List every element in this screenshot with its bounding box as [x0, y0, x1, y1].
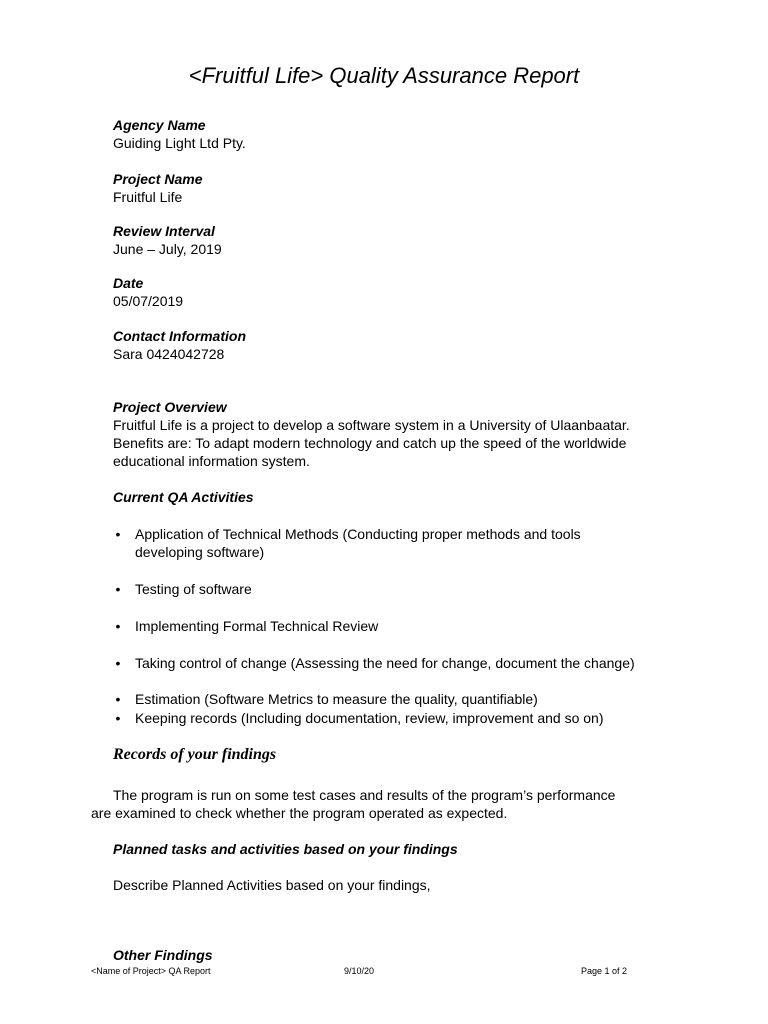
qa-activities-label: Current QA Activities	[113, 489, 254, 505]
list-item-line: Implementing Formal Technical Review	[135, 618, 379, 634]
list-item-line: Taking control of change (Assessing the need for change, document the change)	[135, 655, 635, 671]
bullet-icon: •	[115, 655, 121, 671]
records-heading: Records of your findings	[113, 746, 277, 763]
date-value: 05/07/2019	[113, 293, 184, 309]
bullet-icon: •	[115, 691, 121, 707]
page-title: <Fruitful Life> Quality Assurance Report	[188, 63, 580, 88]
records-line: are examined to check whether the program operated as expected.	[91, 805, 508, 821]
footer-project-report: <Name of Project> QA Report	[91, 966, 211, 976]
date-label: Date	[113, 275, 144, 291]
overview-line: educational information system.	[113, 453, 310, 469]
planned-tasks-label: Planned tasks and activities based on your findings	[113, 841, 458, 857]
list-item-text	[135, 580, 695, 598]
review-interval-label: Review Interval	[113, 223, 215, 239]
overview-line: Benefits are: To adapt modern technology and catch up the speed of the worldwide	[113, 435, 627, 451]
bullet-icon: •	[115, 618, 121, 634]
bullet-icon: •	[115, 581, 121, 597]
list-item-line: developing software)	[135, 544, 265, 560]
list-item-text	[135, 654, 695, 672]
project-name-label: Project Name	[113, 171, 203, 187]
contact-information-label: Contact Information	[113, 328, 246, 344]
list-item-text	[135, 617, 695, 635]
list-item-line: Testing of software	[135, 581, 252, 597]
list-item-line: Keeping records (Including documentation, review, improvement and so on)	[135, 710, 604, 726]
list-item-line: Estimation (Software Metrics to measure the quality, quantifiable)	[135, 691, 538, 707]
contact-information-value: Sara 0424042728	[113, 346, 225, 362]
project-overview-label: Project Overview	[113, 399, 227, 415]
records-line: The program is run on some test cases and results of the program’s performance	[113, 787, 616, 803]
bullet-icon: •	[115, 526, 121, 542]
list-item-line: Application of Technical Methods (Conducting proper methods and tools	[135, 526, 581, 542]
list-item-text	[135, 709, 695, 727]
list-item-text	[135, 690, 695, 708]
footer-page-number: Page 1 of 2	[581, 966, 628, 976]
review-interval-value: June – July, 2019	[113, 241, 222, 257]
footer-date: 9/10/20	[344, 966, 375, 976]
overview-line: Fruitful Life is a project to develop a software system in a University of Ulaanbaatar.	[113, 417, 630, 433]
list-item-text	[135, 525, 695, 561]
other-findings-label: Other Findings	[113, 947, 213, 963]
agency-name-value: Guiding Light Ltd Pty.	[113, 135, 246, 151]
project-overview-text	[113, 416, 673, 470]
planned-tasks-text: Describe Planned Activities based on your findings,	[113, 877, 431, 893]
bullet-icon: •	[115, 710, 121, 726]
agency-name-label: Agency Name	[113, 117, 206, 133]
project-name-value: Fruitful Life	[113, 189, 183, 205]
